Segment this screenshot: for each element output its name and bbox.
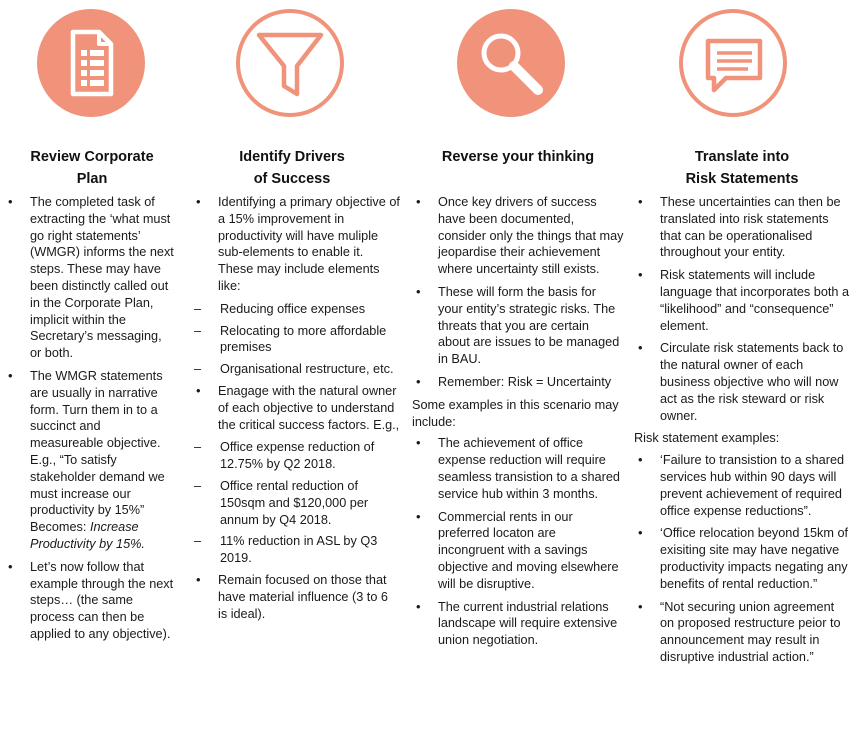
bullet-item: • The current industrial relations landscape will require extensive union negotiation.	[412, 599, 624, 649]
bullet-item: • The WMGR statements are usually in narrative form. Turn them in to a succinct and measureable objective. E.g., “To satisfy stakeholder demand we must increase our productivity by 15%” Becomes: Increase Productivity by 15%.	[4, 368, 176, 553]
sub-item: – Reducing office expenses	[192, 301, 400, 318]
bullet-item: • Let’s now follow that example through the next steps… (the same process can then be applied to any objective).	[4, 559, 176, 643]
heading-identify-drivers: Identify Drivers of Success	[239, 149, 345, 187]
italic-objective: Increase Productivity by 15%.	[30, 520, 145, 551]
document-icon-circle	[36, 8, 146, 118]
sub-item: – Office rental reduction of 150sqm and $120,000 per annum by Q4 2018.	[192, 478, 400, 528]
column-translate-risk	[634, 194, 850, 672]
heading-review-corporate-plan: Review Corporate Plan	[30, 149, 154, 187]
bullet-item: • Identifying a primary objective of a 15% improvement in productivity will have muliple sub-elements to enable it. These may include elements like:	[192, 194, 400, 295]
document-icon	[36, 8, 146, 118]
bullet-item: • The completed task of extracting the ‘what must go right statements’ (WMGR) informs the next steps. These may have been distinctly called out in the Corporate Plan, implicit within the Secretary’s messaging, or both.	[4, 194, 176, 362]
sub-item: – Relocating to more affordable premises	[192, 323, 400, 357]
bullet-item: • Risk statements will include language that incorporates both a “likelihood” and “consequence” element.	[634, 267, 850, 334]
bullet-item: • Remain focused on those that have material influence (3 to 6 is ideal).	[192, 572, 400, 622]
examples-intro: Risk statement examples:	[634, 431, 780, 446]
bullet-item: • Circulate risk statements back to the natural owner of each business objective who will now act as the risk steward or risk owner.	[634, 340, 850, 424]
heading-reverse-your-thinking: Reverse your thinking	[441, 149, 595, 165]
bullet-item: • Once key drivers of success have been documented, consider only the things that may jeopardise their achievement where uncertainty still exists.	[412, 194, 624, 278]
heading-translate-risk-statements: Translate into Risk Statements	[685, 149, 799, 187]
funnel-icon	[235, 8, 345, 118]
column-identify-drivers	[192, 194, 400, 628]
bullet-item: • The achievement of office expense reduction will require seamless transistion to a shared service hub within 3 months.	[412, 435, 624, 502]
bullet-item: • Remember: Risk = Uncertainty	[412, 374, 624, 391]
column-reverse-thinking	[412, 194, 624, 655]
bullet-item: • ‘Office relocation beyond 15km of exisiting site may have negative productivity impacts negating any benefits of rental reduction.”	[634, 525, 850, 592]
sub-item: – Office expense reduction of 12.75% by Q2 2018.	[192, 439, 400, 473]
bullet-item: • ‘Failure to transistion to a shared services hub within 90 days will prevent achievement of required office expense reductions”.	[634, 452, 850, 519]
bullet-item: • Enagage with the natural owner of each objective to understand the critical success factors. E.g.,	[192, 383, 400, 433]
examples-intro: Some examples in this scenario may include:	[412, 397, 619, 429]
funnel-icon-circle	[235, 8, 345, 118]
sub-item: – 11% reduction in ASL by Q3 2019.	[192, 533, 400, 567]
column-review-corporate-plan	[4, 194, 176, 649]
bullet-item: • These will form the basis for your entity’s strategic risks. The threats that you are certain about are issues to be managed in BAU.	[412, 284, 624, 368]
bullet-item: • These uncertainties can then be translated into risk statements that can be operationalised throughout your entity.	[634, 194, 850, 261]
speech-bubble-icon-circle	[678, 8, 788, 118]
sub-item: – Organisational restructure, etc.	[192, 361, 400, 378]
speech-bubble-icon	[678, 8, 788, 118]
magnifier-icon	[456, 8, 566, 118]
bullet-item: • “Not securing union agreement on proposed restructure peior to announcement may result in disruptive industrial action.”	[634, 599, 850, 666]
magnifier-icon-circle	[456, 8, 566, 118]
bullet-item: • Commercial rents in our preferred locaton are incongruent with a savings objective and moving elsewhere will be disruptive.	[412, 509, 624, 593]
